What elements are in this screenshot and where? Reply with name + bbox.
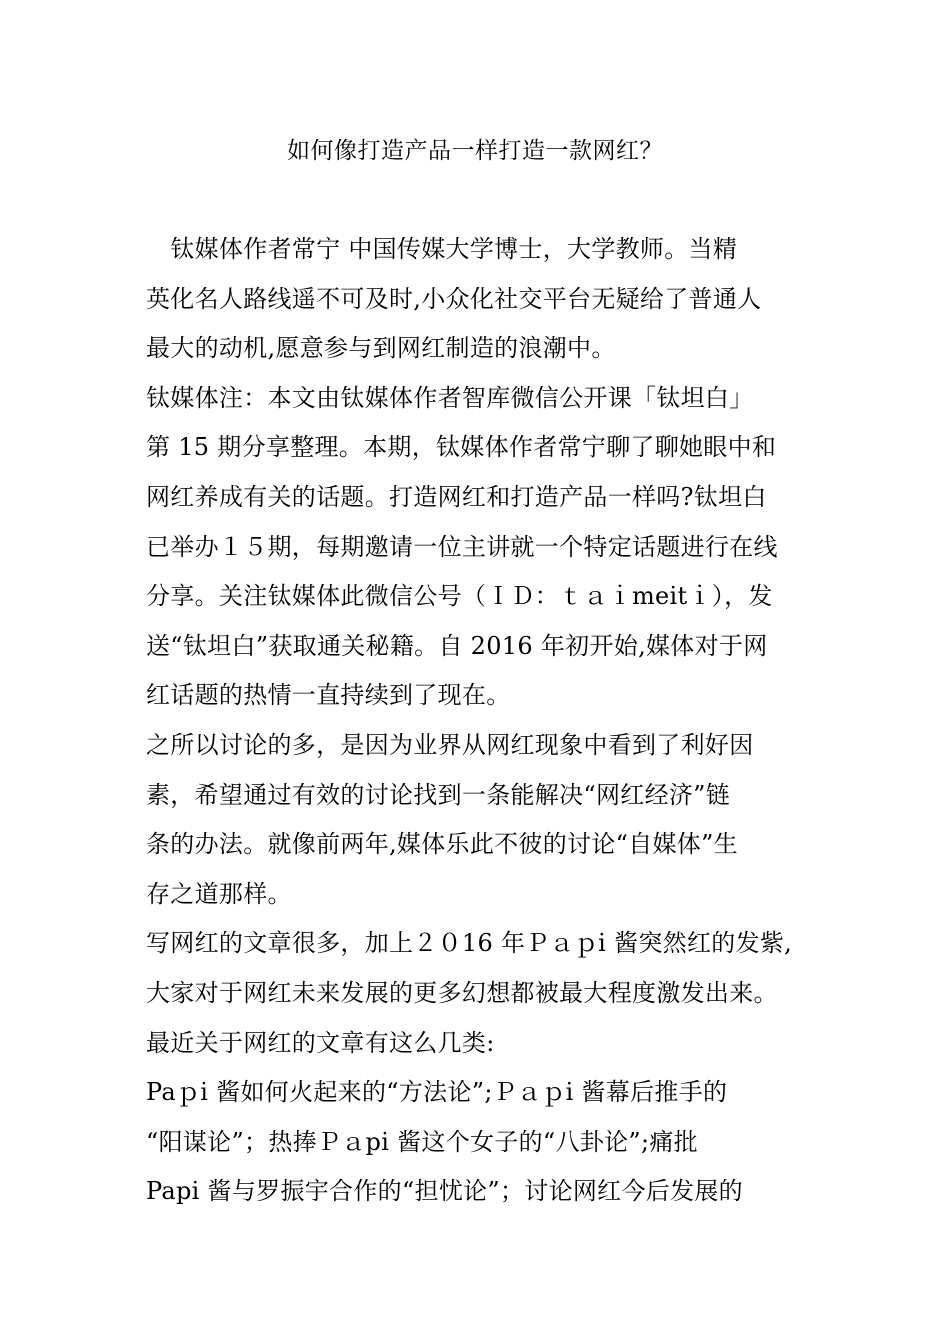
document-body [146, 231, 812, 1223]
text-line: 网红养成有关的话题。打造网红和打造产品一样吗?钛坦白 [146, 482, 767, 511]
text-line: 红话题的热情一直持续到了现在。 [146, 681, 511, 710]
text-line: 最大的动机,愿意参与到网红制造的浪潮中。 [146, 334, 616, 363]
text-line: 最近关于网红的文章有这么几类: [146, 1028, 495, 1057]
text-line: “阳谋论”；热捧Ｐａpi 酱这个女子的“八卦论”;痛批 [146, 1127, 698, 1156]
text-line: 已举办１５期，每期邀请一位主讲就一个特定话题进行在线 [146, 532, 778, 561]
text-line: 素，希望通过有效的讨论找到一条能解决“网红经济”链 [146, 780, 731, 809]
text-line: 之所以讨论的多，是因为业界从网红现象中看到了利好因 [146, 730, 754, 759]
text-line: 钛媒体注：本文由钛媒体作者智库微信公开课「钛坦白」 [146, 383, 754, 412]
text-line: 存之道那样。 [146, 879, 292, 908]
document-title: 如何像打造产品一样打造一款网红？ [287, 138, 663, 164]
text-line: 条的办法。就像前两年,媒体乐此不彼的讨论“自媒体”生 [146, 830, 738, 859]
text-line: Papi 酱与罗振宇合作的“担忧论”；讨论网红今后发展的 [146, 1177, 743, 1206]
text-line: Paｐi 酱如何火起来的“方法论”;Ｐａｐi 酱幕后推手的 [146, 1078, 728, 1107]
text-line: 英化名人路线遥不可及时,小众化社交平台无疑给了普通人 [146, 284, 762, 313]
text-line: 送“钛坦白”获取通关秘籍。自 2016 年初开始,媒体对于网 [146, 631, 768, 660]
text-line: 写网红的文章很多，加上２０16 年Ｐａｐi 酱突然红的发紫, [146, 929, 793, 958]
text-line: 钛媒体作者常宁 中国传媒大学博士，大学教师。当精 [146, 235, 738, 263]
text-line: 第 15 期分享整理。本期，钛媒体作者常宁聊了聊她眼中和 [146, 433, 777, 462]
text-line: 分享。关注钛媒体此微信公号（ＩＤ：ｔａｉmeitｉ），发 [146, 582, 773, 611]
text-line: 大家对于网红未来发展的更多幻想都被最大程度激发出来。 [146, 978, 778, 1007]
